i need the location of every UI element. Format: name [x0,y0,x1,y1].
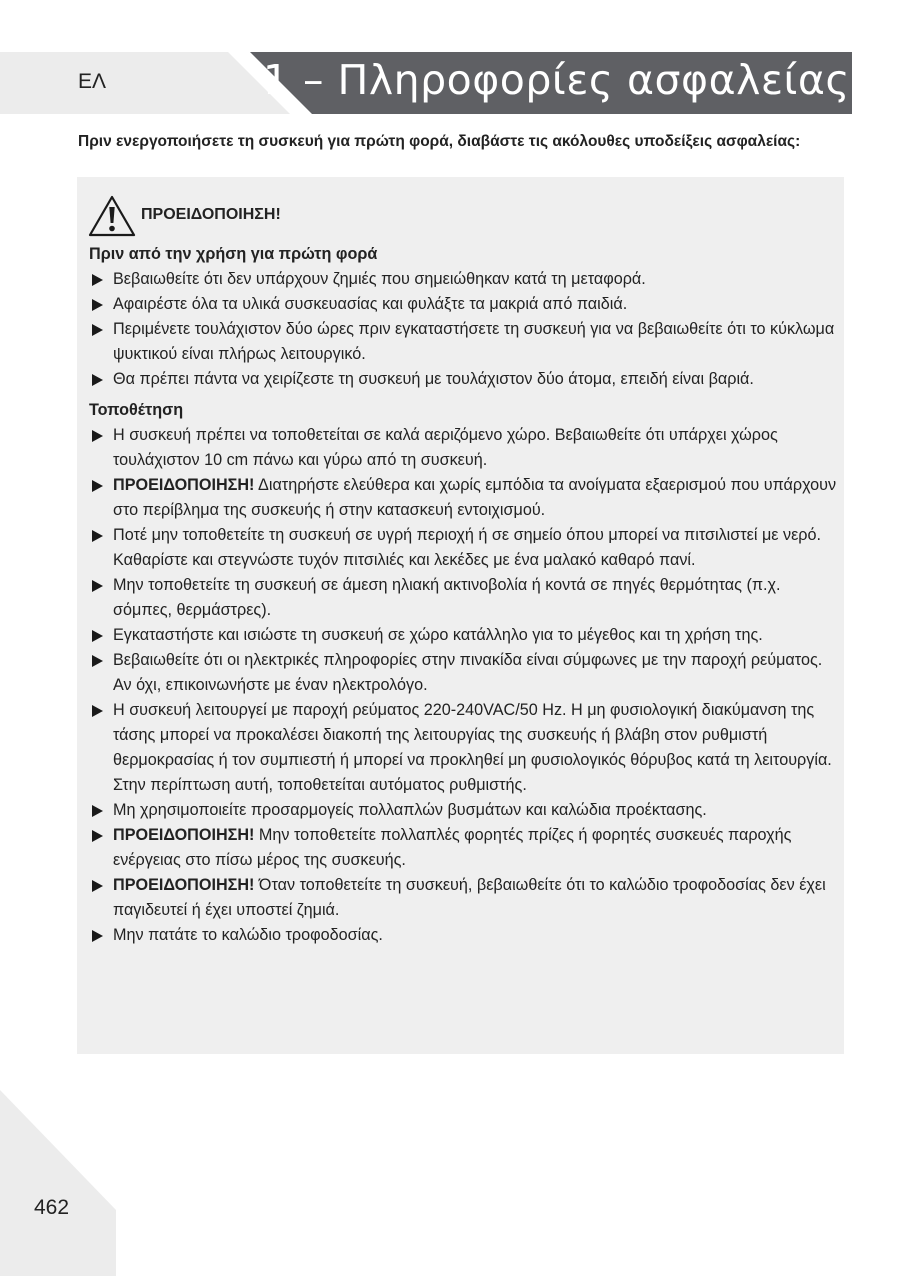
list-item: ΠΡΟΕΙΔΟΠΟΙΗΣΗ! Μην τοποθετείτε πολλαπλές φορητές πρίζες ή φορητές συσκευές παροχής ενέργειας στο πίσω μέρος της συσκευής. [89,823,839,873]
warning-label: ΠΡΟΕΙΔΟΠΟΙΗΣΗ! [141,206,281,223]
bullet-arrow-icon [92,324,103,336]
warning-triangle-icon [87,194,137,238]
first-use-list [89,267,839,392]
list-item: Βεβαιωθείτε ότι δεν υπάρχουν ζημιές που σημειώθηκαν κατά τη μεταφορά. [89,267,839,292]
list-item: Περιμένετε τουλάχιστον δύο ώρες πριν εγκαταστήσετε τη συσκευή για να βεβαιωθείτε ότι το κύκλωμα ψυκτικού είναι πλήρως λειτουργικό. [89,317,839,367]
warning-lead: ΠΡΟΕΙΔΟΠΟΙΗΣΗ! [113,876,255,894]
list-item: Η συσκευή πρέπει να τοποθετείται σε καλά αεριζόμενο χώρο. Βεβαιωθείτε ότι υπάρχει χώρος τουλάχιστον 10 cm πάνω και γύρω από τη συσκευή. [89,423,839,473]
bullet-arrow-icon [92,480,103,492]
list-item: ΠΡΟΕΙΔΟΠΟΙΗΣΗ! Διατηρήστε ελεύθερα και χωρίς εμπόδια τα ανοίγματα εξαερισμού που υπάρχουν στο περίβλημα της συσκευής ή στην κατασκευή εντοιχισμού. [89,473,839,523]
bullet-arrow-icon [92,805,103,817]
bullet-arrow-icon [92,705,103,717]
list-item: Ποτέ μην τοποθετείτε τη συσκευή σε υγρή περιοχή ή σε σημείο όπου μπορεί να πιτσιλιστεί με νερό. Καθαρίστε και στεγνώστε τυχόν πιτσιλιές και λεκέδες με ένα μαλακό καθαρό πανί. [89,523,839,573]
list-item: Μη χρησιμοποιείτε προσαρμογείς πολλαπλών βυσμάτων και καλώδια προέκτασης. [89,798,839,823]
bullet-arrow-icon [92,880,103,892]
intro-text: Πριν ενεργοποιήσετε τη συσκευή για πρώτη φορά, διαβάστε τις ακόλουθες υποδείξεις ασφαλείας: [78,133,801,150]
list-item: Αφαιρέστε όλα τα υλικά συσκευασίας και φυλάξτε τα μακριά από παιδιά. [89,292,839,317]
bullet-arrow-icon [92,430,103,442]
list-item: Εγκαταστήστε και ισιώστε τη συσκευή σε χώρο κατάλληλο για το μέγεθος και τη χρήση της. [89,623,839,648]
bullet-arrow-icon [92,530,103,542]
list-item: Μην πατάτε το καλώδιο τροφοδοσίας. [89,923,839,948]
bullet-arrow-icon [92,655,103,667]
section-title-first-use: Πριν από την χρήση για πρώτη φορά [89,245,378,263]
safety-content [89,242,839,948]
section-title-placement: Τοποθέτηση [89,401,184,419]
placement-list [89,423,839,948]
list-item: ΠΡΟΕΙΔΟΠΟΙΗΣΗ! Όταν τοποθετείτε τη συσκευή, βεβαιωθείτε ότι το καλώδιο τροφοδοσίας δεν έχει παγιδευτεί ή έχει υποστεί ζημιά. [89,873,839,923]
bullet-arrow-icon [92,630,103,642]
list-item: Μην τοποθετείτε τη συσκευή σε άμεση ηλιακή ακτινοβολία ή κοντά σε πηγές θερμότητας (π.χ. σόμπες, θερμάστρες). [89,573,839,623]
warning-lead: ΠΡΟΕΙΔΟΠΟΙΗΣΗ! [113,826,255,844]
bullet-arrow-icon [92,830,103,842]
bullet-arrow-icon [92,580,103,592]
list-item: Βεβαιωθείτε ότι οι ηλεκτρικές πληροφορίες στην πινακίδα είναι σύμφωνες με την παροχή ρεύματος. Αν όχι, επικοινωνήστε με έναν ηλεκτρολόγο. [89,648,839,698]
bullet-arrow-icon [92,299,103,311]
warning-lead: ΠΡΟΕΙΔΟΠΟΙΗΣΗ! [113,476,255,494]
bullet-arrow-icon [92,374,103,386]
page-corner-shape [0,1090,120,1276]
bullet-arrow-icon [92,274,103,286]
page-number: 462 [34,1196,70,1219]
language-code: ΕΛ [78,70,107,93]
list-item: Η συσκευή λειτουργεί με παροχή ρεύματος 220-240VAC/50 Hz. Η μη φυσιολογική διακύμανση της τάσης μπορεί να προκαλέσει διακοπή της λειτουργίας της συσκευής ή βλάβη στον ρυθμιστή θερμοκρασίας ή τον συμπιεστή ή μπορεί να προκληθεί μη φυσιολογικός θόρυβος κατά τη λειτουργία. Στην περίπτωση αυτή, τοποθετείται αυτόματος ρυθμιστής. [89,698,839,798]
page-title: 1 – Πληροφορίες ασφαλείας [262,56,850,104]
bullet-arrow-icon [92,930,103,942]
list-item: Θα πρέπει πάντα να χειρίζεστε τη συσκευή με τουλάχιστον δύο άτομα, επειδή είναι βαριά. [89,367,839,392]
